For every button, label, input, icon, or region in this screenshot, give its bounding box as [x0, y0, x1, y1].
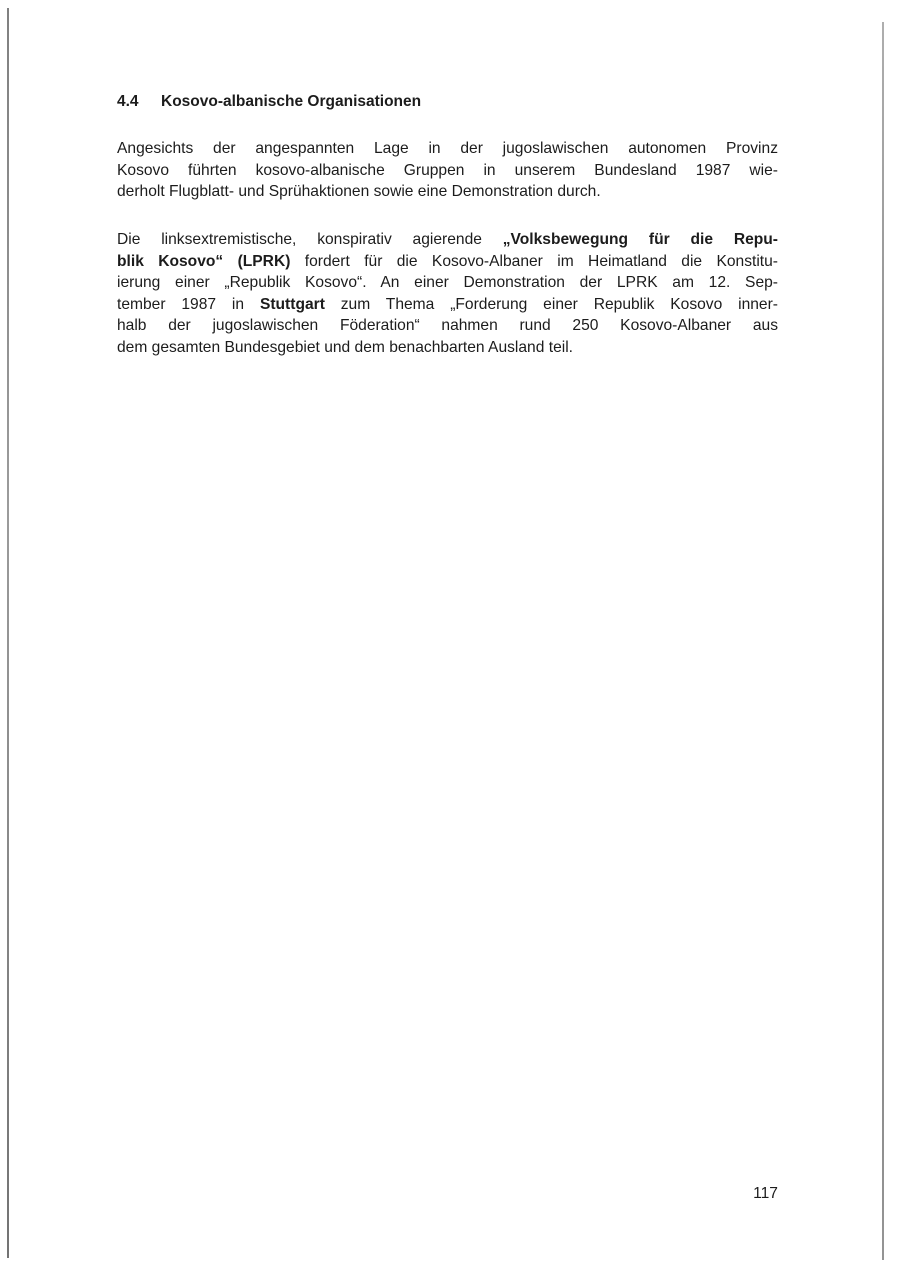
- paragraph-1-line: derholt Flugblatt- und Sprühaktionen sowie eine Demonstration durch.: [117, 183, 601, 200]
- paragraph-1-line: Kosovo führten kosovo-albanische Gruppen in unserem Bundesland 1987 wie-: [117, 161, 778, 179]
- paragraph-2-line: [117, 229, 778, 251]
- paragraph-2-line: [117, 251, 778, 273]
- page-number: 117: [753, 1185, 778, 1202]
- paragraph-2-line: dem gesamten Bundesgebiet und dem benachbarten Ausland teil.: [117, 338, 574, 356]
- paragraph-2-line: halb der jugoslawischen Föderation“ nahmen rund 250 Kosovo-Albaner aus: [117, 317, 778, 334]
- paragraph-2-text: fordert für die Kosovo-Albaner im Heimatland die Konstitu-: [290, 252, 778, 270]
- paragraph-2: [117, 229, 778, 358]
- scan-right-edge: [882, 22, 884, 1260]
- paragraph-2-line: ierung einer „Republik Kosovo“. An einer Demonstration der LPRK am 12. Sep-: [117, 274, 778, 291]
- organization-name-bold: blik Kosovo“ (LPRK): [117, 252, 291, 270]
- section-title: Kosovo-albanische Organisationen: [161, 93, 422, 110]
- paragraph-2-text: tember 1987 in: [117, 295, 260, 313]
- organization-name-bold: „Volksbewegung für die Repu-: [502, 231, 779, 248]
- paragraph-1-line: Angesichts der angespannten Lage in der jugoslawischen autonomen Provinz: [117, 140, 778, 157]
- section-heading: [117, 93, 421, 111]
- paragraph-2-text: Die linksextremistische, konspirativ agierende: [117, 231, 503, 248]
- paragraph-2-line: [117, 294, 778, 316]
- paragraph-1: [117, 138, 778, 203]
- city-name-bold: Stuttgart: [259, 295, 325, 313]
- paragraph-2-text: zum Thema „Forderung einer Republik Kosovo inner-: [324, 295, 778, 313]
- scan-left-edge: [7, 8, 9, 1258]
- section-number: 4.4: [117, 93, 139, 110]
